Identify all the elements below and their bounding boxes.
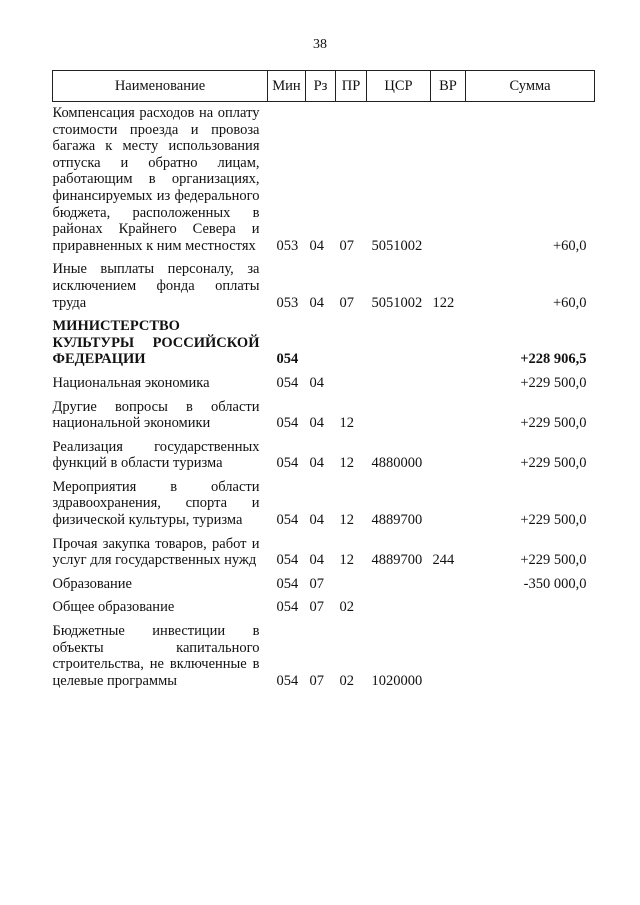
cell-min: 053 xyxy=(276,294,299,311)
header-pr: ПР xyxy=(336,71,367,102)
cell-pr: 12 xyxy=(339,512,354,529)
cell-name: Национальная экономика xyxy=(52,374,210,391)
cell-sum: +60,0 xyxy=(552,294,587,311)
cell-vr xyxy=(431,592,466,616)
cell-sum: +229 500,0 xyxy=(520,512,587,529)
cell-pr xyxy=(336,311,367,368)
cell-sum: +229 500,0 xyxy=(520,552,587,569)
table-row xyxy=(53,392,595,432)
cell-rz: 07 xyxy=(309,672,324,689)
cell-name: МИНИСТЕРСТВО КУЛЬТУРЫ РОССИЙСКОЙ ФЕДЕРАЦИИ xyxy=(52,318,260,368)
cell-csr: 4889700 xyxy=(371,552,423,569)
cell-name: Иные выплаты персоналу, за исключением фонда оплаты труда xyxy=(52,261,260,311)
cell-name: Прочая закупка товаров, работ и услуг для государственных нужд xyxy=(52,535,260,569)
cell-sum: +229 500,0 xyxy=(520,455,587,472)
cell-csr: 4880000 xyxy=(371,455,423,472)
cell-sum: +229 500,0 xyxy=(520,415,587,432)
cell-vr xyxy=(431,472,466,529)
header-sum: Сумма xyxy=(466,71,595,102)
cell-sum: +229 500,0 xyxy=(520,374,587,391)
cell-name: Реализация государственных функций в области туризма xyxy=(52,438,260,472)
table-row xyxy=(53,529,595,569)
cell-csr: 5051002 xyxy=(371,294,423,311)
cell-csr xyxy=(367,592,431,616)
cell-name: Бюджетные инвестиции в объекты капитального строительства, не включенные в целевые программы xyxy=(52,623,260,689)
budget-table xyxy=(52,70,595,689)
cell-rz: 04 xyxy=(309,237,324,254)
cell-sum: -350 000,0 xyxy=(523,575,587,592)
table-row xyxy=(53,254,595,311)
table-row xyxy=(53,616,595,689)
cell-vr: 244 xyxy=(432,552,455,569)
cell-name: Общее образование xyxy=(52,599,175,616)
cell-rz: 04 xyxy=(309,374,324,391)
cell-rz: 04 xyxy=(309,552,324,569)
cell-rz: 04 xyxy=(309,294,324,311)
cell-pr: 02 xyxy=(339,599,354,616)
header-name: Наименование xyxy=(53,71,268,102)
cell-pr xyxy=(336,368,367,392)
cell-min: 054 xyxy=(276,575,299,592)
table-row xyxy=(53,102,595,255)
cell-pr xyxy=(336,569,367,593)
cell-rz: 04 xyxy=(309,512,324,529)
cell-csr xyxy=(367,311,431,368)
cell-pr: 12 xyxy=(339,415,354,432)
cell-pr: 02 xyxy=(339,672,354,689)
table-row xyxy=(53,311,595,368)
cell-sum: +60,0 xyxy=(552,237,587,254)
table-header-row xyxy=(53,71,595,102)
cell-name: Компенсация расходов на оплату стоимости проезда и провоза багажа к месту использования отпуска и обратно лицам, работающим в организациях, финансируемых из федерального бюджета, расположенных в районах Крайнего Севера и приравненных к ним местностях xyxy=(52,105,260,254)
cell-vr xyxy=(431,102,466,255)
cell-min: 054 xyxy=(276,415,299,432)
table-row xyxy=(53,368,595,392)
cell-min: 054 xyxy=(276,455,299,472)
cell-vr xyxy=(431,368,466,392)
table-row xyxy=(53,432,595,472)
page-number: 38 xyxy=(313,37,327,52)
cell-min: 054 xyxy=(276,351,299,368)
cell-rz: 07 xyxy=(309,599,324,616)
cell-vr xyxy=(431,569,466,593)
header-rz: Рз xyxy=(306,71,336,102)
cell-sum xyxy=(466,592,595,616)
cell-csr: 4889700 xyxy=(371,512,423,529)
cell-vr xyxy=(431,392,466,432)
cell-min: 053 xyxy=(276,237,299,254)
cell-min: 054 xyxy=(276,672,299,689)
cell-rz: 04 xyxy=(309,455,324,472)
cell-vr xyxy=(431,616,466,689)
table-row xyxy=(53,472,595,529)
cell-rz: 07 xyxy=(309,575,324,592)
cell-vr xyxy=(431,311,466,368)
cell-csr: 5051002 xyxy=(371,237,423,254)
table-row xyxy=(53,569,595,593)
cell-rz xyxy=(306,311,336,368)
header-csr: ЦСР xyxy=(367,71,431,102)
cell-name: Другие вопросы в области национальной экономики xyxy=(52,398,260,432)
cell-pr: 07 xyxy=(339,294,354,311)
cell-name: Мероприятия в области здравоохранения, спорта и физической культуры, туризма xyxy=(52,478,260,529)
cell-vr xyxy=(431,432,466,472)
cell-rz: 04 xyxy=(309,415,324,432)
cell-pr: 12 xyxy=(339,552,354,569)
cell-csr xyxy=(367,368,431,392)
cell-sum: +228 906,5 xyxy=(520,351,587,368)
cell-name: Образование xyxy=(52,575,132,592)
cell-min: 054 xyxy=(276,599,299,616)
cell-min: 054 xyxy=(276,512,299,529)
cell-csr: 1020000 xyxy=(371,672,423,689)
cell-pr: 07 xyxy=(339,237,354,254)
table-body xyxy=(53,102,595,690)
table-row xyxy=(53,592,595,616)
cell-vr: 122 xyxy=(432,294,455,311)
cell-csr xyxy=(367,392,431,432)
cell-min: 054 xyxy=(276,374,299,391)
cell-pr: 12 xyxy=(339,455,354,472)
header-min: Мин xyxy=(268,71,306,102)
header-vr: ВР xyxy=(431,71,466,102)
cell-sum xyxy=(466,616,595,689)
cell-csr xyxy=(367,569,431,593)
cell-min: 054 xyxy=(276,552,299,569)
